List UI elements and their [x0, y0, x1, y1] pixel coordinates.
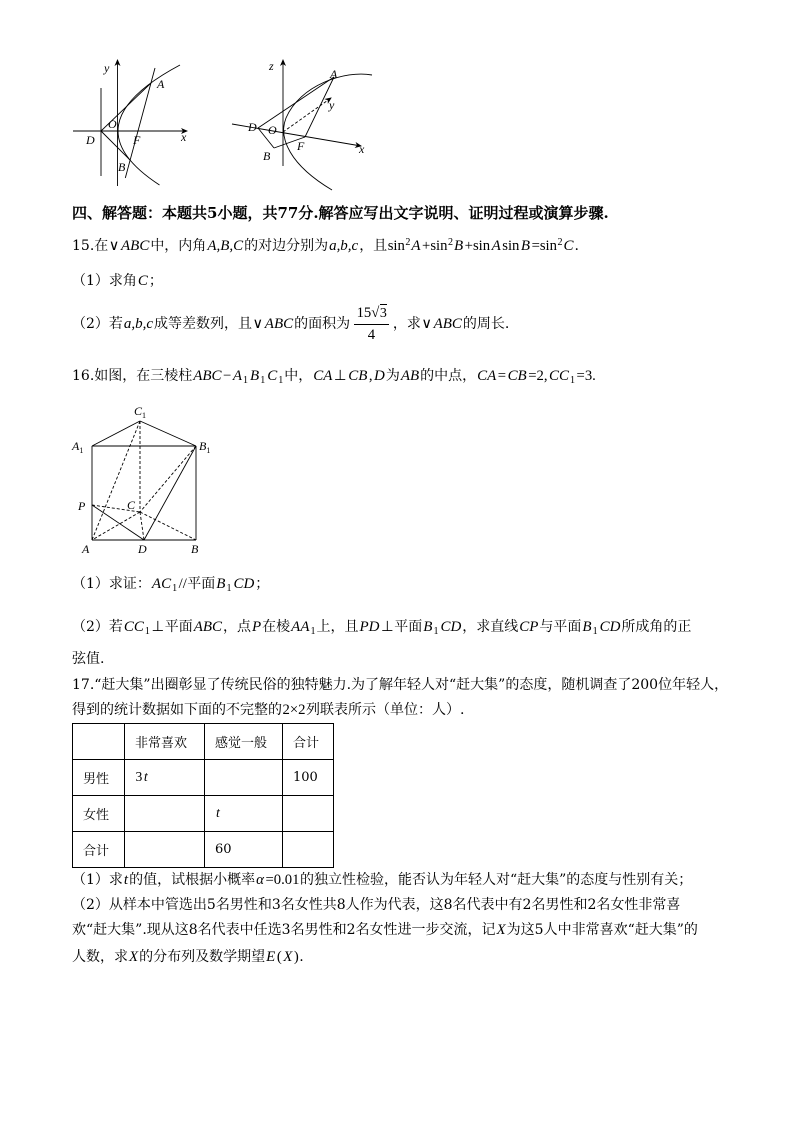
text-run: ，点 — [223, 619, 252, 635]
math-variable: E — [266, 949, 276, 965]
text-run: （1）求证： — [72, 576, 151, 592]
math-variable: X — [129, 949, 139, 965]
label-a1 — [71, 439, 83, 455]
label-point-d: D — [248, 120, 257, 134]
math-text: 4 — [367, 326, 376, 343]
edge-a1c1 — [92, 421, 140, 446]
label-b1-main: B — [199, 439, 207, 453]
label-origin: O — [108, 117, 117, 131]
q16-part2-line2: 弦值. — [72, 651, 105, 667]
chord-ab-line — [125, 68, 155, 178]
text-run: . — [299, 949, 304, 965]
math-variable: CC — [123, 619, 144, 635]
q15-part2 — [72, 304, 509, 344]
q16-part1 — [72, 574, 269, 594]
math-text: =0.01 — [265, 872, 300, 888]
subscript: 1 — [570, 375, 576, 387]
text-run: 与平面 — [539, 619, 582, 635]
math-variable: ABC — [193, 619, 223, 635]
text-run: ，求 — [392, 316, 421, 332]
row-label: 女性 — [73, 796, 125, 832]
table-cell — [283, 796, 334, 832]
label-d: D — [138, 542, 147, 556]
math-variable: D — [374, 368, 385, 384]
math-variable: AA — [291, 619, 310, 635]
math-variable: A,B,C — [207, 238, 244, 254]
math-variable: PD — [359, 619, 380, 635]
label-a1-main: A — [72, 439, 80, 453]
table-row — [73, 796, 334, 832]
text-run: （2）若 — [72, 619, 123, 635]
math-variable: X — [283, 949, 293, 965]
fraction-denominator — [354, 325, 389, 344]
math-variable: CD — [233, 576, 255, 592]
math-variable: AB — [400, 368, 420, 384]
text-run: 15.在 — [72, 238, 109, 254]
text-run: （1）求 — [72, 872, 123, 888]
math-text: ⊥ — [151, 619, 165, 635]
label-b: B — [191, 542, 199, 556]
label-y-axis: y — [329, 98, 335, 112]
folded-curve — [284, 74, 372, 190]
fraction — [354, 305, 389, 344]
subscript: 1 — [433, 626, 439, 638]
folded-3d-figure — [225, 55, 380, 195]
edge-cb — [140, 512, 196, 540]
math-variable: C — [267, 368, 278, 384]
text-run: 成等差数列，且 — [154, 316, 253, 332]
parabola-2d-figure — [60, 55, 200, 195]
text-run: 中， — [284, 368, 313, 384]
text-run: 欢“赶大集”.现从这8名代表中任选3名男性和2名女性进一步交流，记 — [72, 922, 496, 938]
text-run: ，且 — [359, 238, 388, 254]
math-text: ∨ — [252, 316, 264, 332]
label-x-axis: x — [359, 142, 365, 156]
label-focus: F — [297, 139, 305, 153]
label-point-a: A — [157, 77, 165, 91]
math-variable: X — [496, 922, 506, 938]
label-point-a: A — [330, 67, 338, 81]
math-text: // — [178, 576, 187, 592]
math-variable: a,b,c — [329, 238, 359, 254]
text-run: 平面 — [394, 619, 423, 635]
table-cell — [125, 796, 205, 832]
text-run: ； — [255, 576, 270, 592]
label-c1-subscript: 1 — [142, 411, 147, 420]
math-variable: B — [454, 238, 464, 254]
table-cell: 100 — [283, 760, 334, 796]
math-variable: B — [582, 619, 592, 635]
math-text: +sin — [464, 238, 491, 254]
edge-c1b1 — [140, 421, 196, 446]
math-variable: A — [411, 238, 421, 254]
prism-figure — [70, 398, 220, 563]
subscript: 1 — [243, 375, 249, 387]
math-variable: CA — [313, 368, 333, 384]
edge-ca — [92, 512, 140, 540]
label-b1-subscript: 1 — [206, 446, 211, 455]
math-text: ( — [276, 949, 282, 965]
math-variable: CD — [440, 619, 462, 635]
superscript: 2 — [447, 236, 454, 248]
contingency-table — [72, 723, 334, 868]
math-variable: ABC — [264, 316, 294, 332]
text-run: 列联表所示（单位：人）. — [305, 702, 465, 718]
segment-pd — [92, 505, 144, 540]
text-run: 在棱 — [262, 619, 291, 635]
subscript: 1 — [172, 583, 178, 595]
q17-part2-line1: （2）从样本中管选出5名男性和3名女性共8人作为代表，这8名代表中有2名男性和2名女性非常喜 — [72, 897, 681, 913]
table-cell — [125, 760, 205, 796]
text-run: 16.如图，在三棱柱 — [72, 368, 193, 384]
math-text: ∨ — [421, 316, 433, 332]
subscript: 1 — [144, 626, 150, 638]
text-run: 得到的统计数据如下面的不完整的 — [72, 702, 282, 718]
math-variable: ABC — [121, 238, 150, 254]
text-run: 的分布列及数学期望 — [139, 949, 266, 965]
table-cell — [205, 760, 283, 796]
math-variable: B — [216, 576, 226, 592]
text-run: （2）若 — [72, 316, 123, 332]
text-run: 上，且 — [316, 619, 359, 635]
table-row — [73, 832, 334, 868]
table-header-row — [73, 724, 334, 760]
q15-part1 — [72, 271, 163, 291]
math-variable: ABC — [433, 316, 462, 332]
text-run: 平面 — [164, 619, 193, 635]
table-cell — [205, 796, 283, 832]
math-variable: a,b,c — [123, 316, 154, 332]
text-run: 的中点， — [420, 368, 477, 384]
math-text: 2×2 — [282, 702, 306, 718]
math-variable: CB — [507, 368, 527, 384]
math-variable: AC — [151, 576, 172, 592]
math-variable: C — [137, 273, 148, 289]
label-point-b: B — [263, 149, 271, 163]
math-variable: CB — [348, 368, 368, 384]
text-run: 平面 — [187, 576, 216, 592]
text-run: 的对边分别为 — [244, 238, 329, 254]
q17-stem-line2 — [72, 700, 464, 720]
math-text: = — [497, 368, 507, 384]
label-c1-main: C — [134, 404, 143, 418]
label-p: P — [78, 499, 86, 513]
label-c: C — [127, 498, 136, 512]
column-header-like: 非常喜欢 — [125, 724, 205, 760]
math-variable: P — [252, 619, 262, 635]
math-variable: B — [250, 368, 260, 384]
label-x-axis: x — [181, 130, 187, 144]
q16-stem — [72, 366, 596, 386]
math-text: ∨ — [108, 238, 120, 254]
math-text: =sin — [531, 238, 557, 254]
subscript: 1 — [278, 375, 284, 387]
text-run: 中，内角 — [150, 238, 207, 254]
math-variable: A — [232, 368, 242, 384]
math-variable: B — [423, 619, 433, 635]
table-cell — [283, 832, 334, 868]
table-cell: 60 — [205, 832, 283, 868]
parabola-curve — [118, 65, 180, 185]
label-focus: F — [133, 133, 141, 147]
radicand: 3 — [379, 305, 387, 321]
math-variable: t — [143, 770, 148, 785]
math-text: +sin — [422, 238, 448, 254]
q17-part2-line3 — [72, 947, 304, 967]
segment-ac1 — [92, 421, 140, 540]
label-a1-subscript: 1 — [79, 446, 84, 455]
text-run: . — [574, 238, 579, 254]
text-run: 的周长. — [462, 316, 510, 332]
q15-stem — [72, 236, 579, 256]
math-variable: C — [563, 238, 574, 254]
math-variable: CD — [599, 619, 621, 635]
table-row — [73, 760, 334, 796]
row-label: 合计 — [73, 832, 125, 868]
segment-cd — [140, 512, 144, 540]
math-text: − — [223, 368, 232, 384]
math-text: ⊥ — [380, 619, 394, 635]
math-variable: CC — [549, 368, 569, 384]
math-text: sin — [502, 238, 520, 254]
math-text: 3 — [135, 769, 143, 784]
math-variable: ABC — [193, 368, 222, 384]
subscript: 1 — [592, 626, 598, 638]
text-run: 的面积为 — [294, 316, 351, 332]
subscript: 1 — [260, 375, 266, 387]
q17-part2-line2 — [72, 920, 698, 940]
table-corner-cell — [73, 724, 125, 760]
math-variable: A — [491, 238, 501, 254]
y-axis-dashed-line — [283, 98, 331, 132]
text-run: 为这5人中非常喜欢“赶大集”的 — [506, 922, 698, 938]
math-text: ) — [293, 949, 299, 965]
label-z-axis: z — [269, 59, 274, 73]
label-c1 — [134, 404, 146, 420]
math-variable: B — [520, 238, 531, 254]
segment-da — [258, 77, 334, 128]
text-run: （1）求角 — [72, 273, 137, 289]
math-text: =3. — [576, 368, 596, 384]
text-run: 人数，求 — [72, 949, 128, 965]
math-text: =2, — [528, 368, 548, 384]
text-run: 所成角的正 — [621, 619, 692, 635]
subscript: 1 — [226, 583, 232, 595]
math-text: 15√ — [356, 304, 380, 321]
segment-db — [101, 131, 130, 160]
section-heading: 四、解答题：本题共5小题，共77分.解答应写出文字说明、证明过程或演算步骤. — [72, 204, 609, 222]
segment-b1d — [144, 446, 196, 540]
math-variable: t — [216, 805, 220, 821]
q17-part1 — [72, 870, 692, 890]
math-variable: t — [123, 872, 129, 888]
column-header-total: 合计 — [283, 724, 334, 760]
label-a: A — [82, 542, 90, 556]
row-label: 男性 — [73, 760, 125, 796]
q16-part2-line1 — [72, 617, 691, 637]
math-text: , — [368, 368, 373, 384]
math-variable: CA — [477, 368, 497, 384]
text-run: 的独立性检验，能否认为年轻人对“赶大集”的态度与性别有关； — [299, 872, 693, 888]
fraction-numerator — [354, 305, 389, 325]
text-run: 的值，试根据小概率 — [129, 872, 256, 888]
superscript: 2 — [557, 236, 563, 248]
label-point-b: B — [118, 160, 126, 174]
label-point-d: D — [86, 133, 95, 147]
text-run: ，求直线 — [462, 619, 519, 635]
segment-b1c — [140, 446, 196, 512]
label-origin: O — [268, 123, 277, 137]
math-text: sin — [387, 238, 405, 254]
text-run: 为 — [385, 368, 400, 384]
label-b1 — [199, 439, 210, 455]
math-variable: CP — [519, 619, 539, 635]
q17-stem-line1: 17.“赶大集”出圈彰显了传统民俗的独特魅力.为了解年轻人对“赶大集”的态度，随机调查了200位年轻人， — [72, 677, 729, 693]
column-header-normal: 感觉一般 — [205, 724, 283, 760]
label-y-axis: y — [104, 61, 110, 75]
subscript: 1 — [310, 626, 316, 638]
table-cell — [125, 832, 205, 868]
math-variable: α — [256, 872, 264, 888]
superscript: 2 — [405, 236, 411, 248]
math-text: ⊥ — [333, 368, 347, 384]
text-run: ； — [148, 273, 163, 289]
